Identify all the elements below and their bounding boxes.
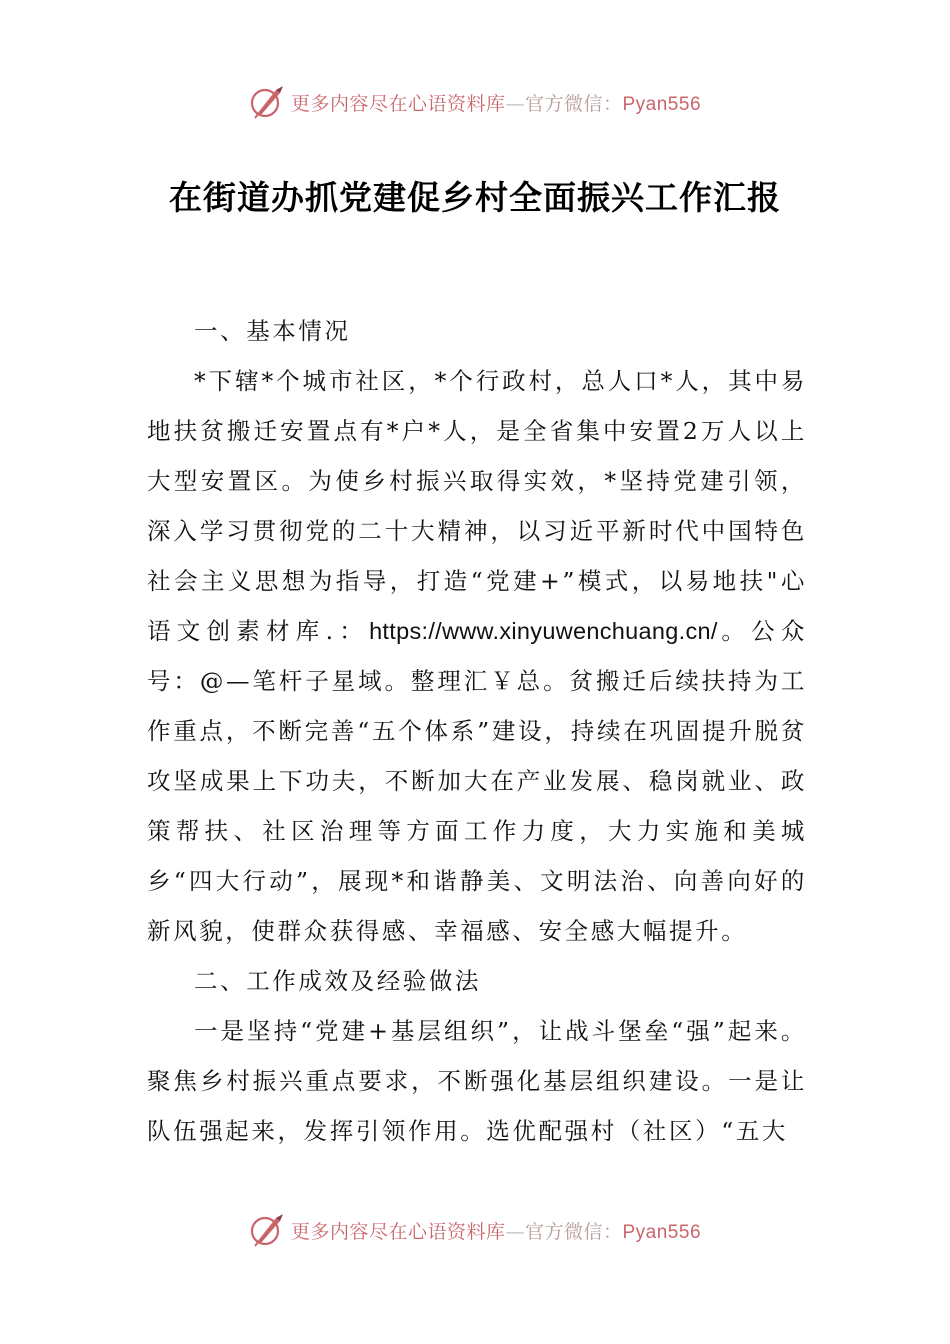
watermark-wechat-id: Pyan556 xyxy=(622,1221,702,1243)
quill-pen-icon xyxy=(249,84,285,120)
watermark-text xyxy=(291,1217,701,1244)
document-title: 在街道办抓党建促乡村全面振兴工作汇报 xyxy=(169,178,781,217)
watermark-wechat-label: 官方微信： xyxy=(524,92,623,115)
paragraph-achievements: 一是坚持“党建+基层组织”，让战斗堡垒“强”起来。聚焦乡村振兴重点要求，不断强化基层组织建设。一是让队伍强起来，发挥引领作用。选优配强村（社区）“五大 xyxy=(147,1017,807,1145)
section-heading-achievements: 二、工作成效及经验做法 xyxy=(194,967,482,995)
embedded-url: https://www.xinyuwenchuang.cn/ xyxy=(369,618,718,644)
watermark-text xyxy=(291,89,701,116)
watermark-brand: 更多内容尽在心语资料库 xyxy=(290,1220,506,1243)
header-watermark-banner xyxy=(0,82,950,122)
watermark-wechat-label: 官方微信： xyxy=(524,1220,623,1243)
paragraph-text: *下辖*个城市社区，*个行政村，总人口*人，其中易地扶贫搬迁安置点有*户*人，是全省集中安置2万人以上大型安置区。为使乡村振兴取得实效，*坚持党建引领，深入学习贯彻党的二十大精神，以习近平新时代中国特色社会主义思想为指导，打造“党建+”模式，以易地扶"心语文创素材库.： xyxy=(147,367,807,645)
quill-pen-icon xyxy=(249,1212,285,1248)
watermark-wechat-id: Pyan556 xyxy=(622,93,702,115)
paragraph-basic-situation xyxy=(147,356,807,956)
watermark-brand: 更多内容尽在心语资料库 xyxy=(290,92,506,115)
paragraph-text: 。公众号：@—笔杆子星域。整理汇￥总。贫搬迁后续扶持为工作重点，不断完善“五个体系”建设，持续在巩固提升脱贫攻坚成果上下功夫，不断加大在产业发展、稳岗就业、政策帮扶、社区治理等方面工作力度，大力实施和美城乡“四大行动”，展现*和谐静美、文明法治、向善向好的新风貌，使群众获得感、幸福感、安全感大幅提升。 xyxy=(147,617,807,945)
document-body xyxy=(147,306,807,1156)
watermark-separator: — xyxy=(505,1220,525,1243)
watermark-separator: — xyxy=(505,92,525,115)
section-heading-basic-situation: 一、基本情况 xyxy=(194,317,351,345)
footer-watermark-banner xyxy=(0,1210,950,1250)
